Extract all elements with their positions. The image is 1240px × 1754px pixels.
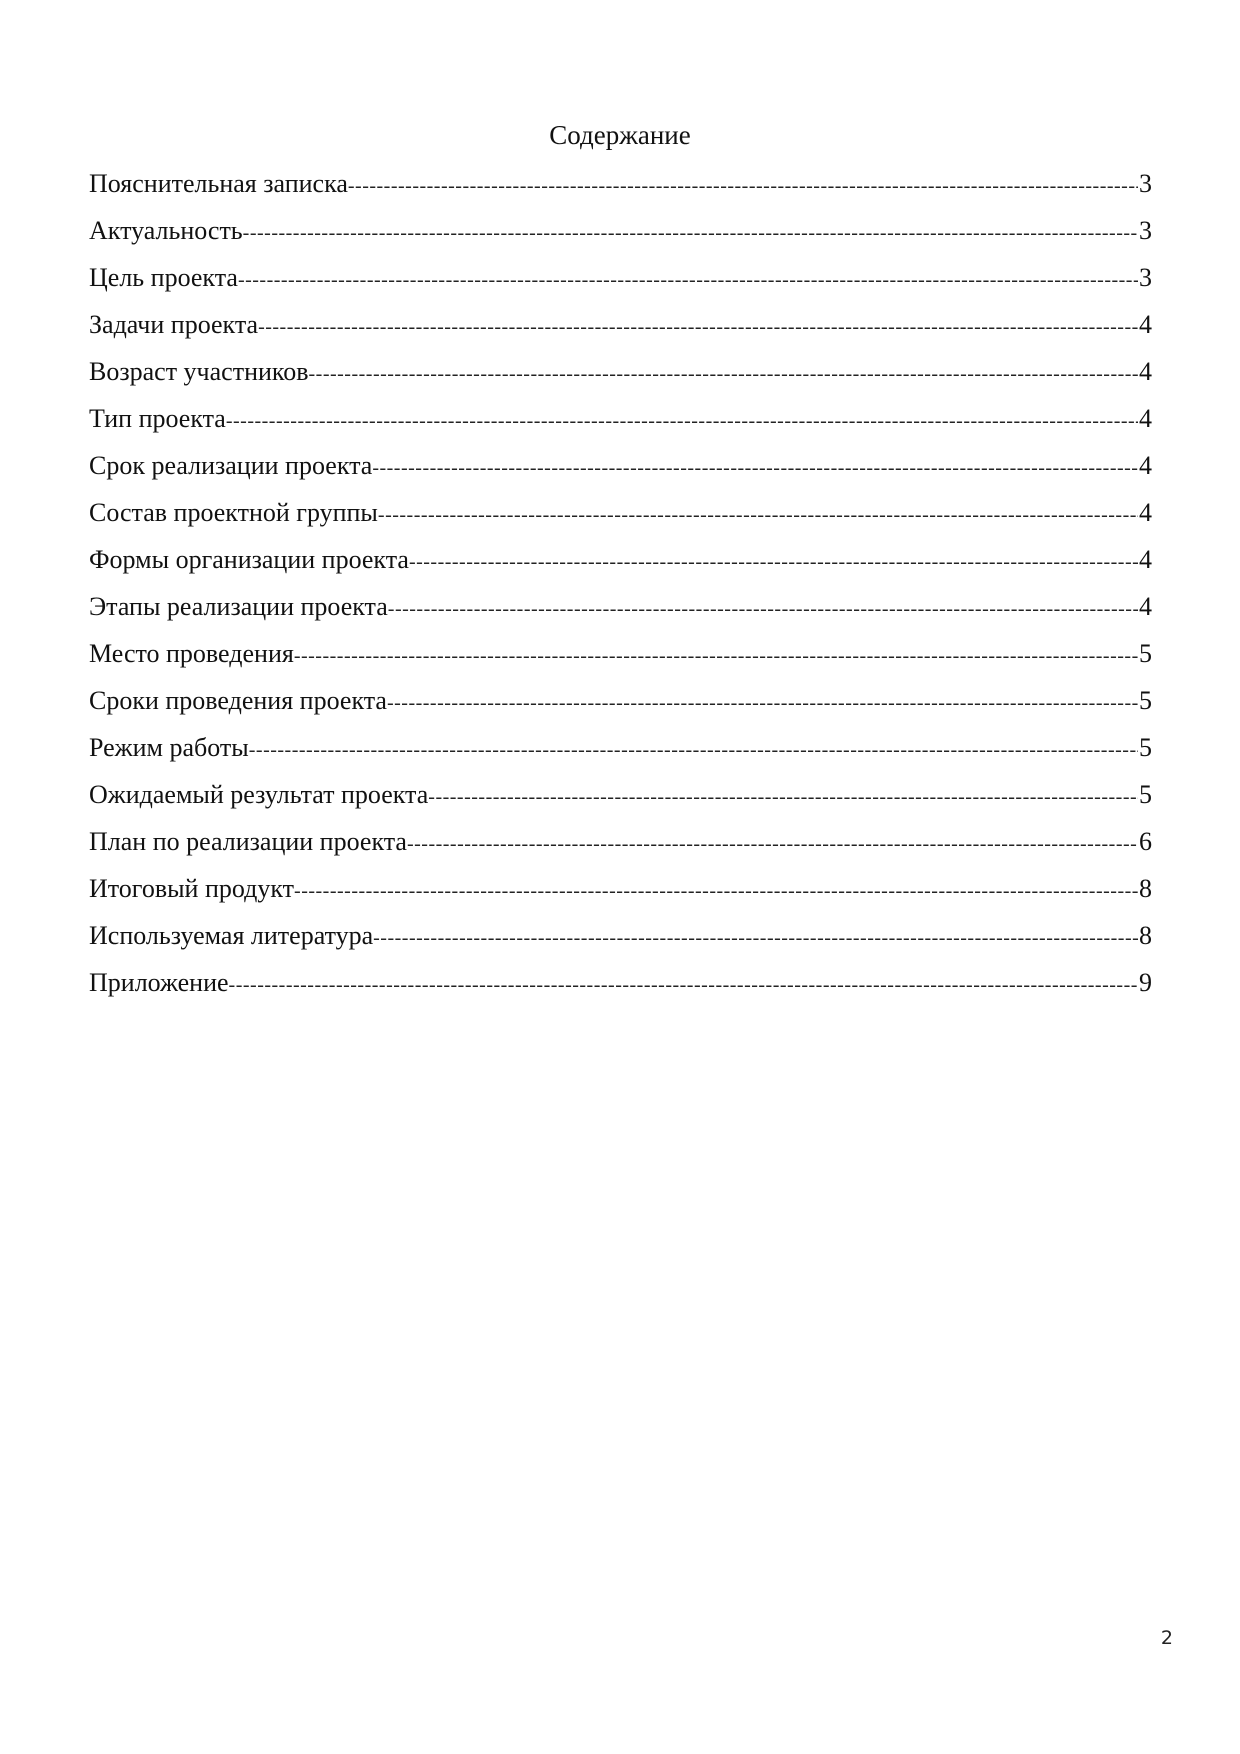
toc-entry-page: 8 [1139,874,1152,903]
toc-entry-page: 4 [1139,592,1152,621]
toc-entry-page: 3 [1139,169,1152,198]
toc-leader-dashes [243,216,1138,250]
toc-entry-label: Сроки проведения проекта [89,686,387,715]
toc-entry-page: 4 [1139,310,1152,339]
toc-entry[interactable] [89,731,1152,778]
toc-leader-dashes [373,921,1138,955]
toc-entry-label: Формы организации проекта [89,545,409,574]
toc-leader-dashes [348,169,1138,203]
toc-entry-page: 9 [1139,968,1152,997]
toc-entry[interactable] [89,825,1152,872]
toc-entry-page: 8 [1139,921,1152,950]
toc-entry-label: Ожидаемый результат проекта [89,780,429,809]
toc-entry[interactable] [89,496,1152,543]
toc-leader-dashes [388,592,1138,626]
toc-leader-dashes [372,451,1138,485]
toc-entry-label: Срок реализации проекта [89,451,373,480]
toc-entry[interactable] [89,872,1152,919]
toc-leader-dashes [409,545,1138,579]
toc-leader-dashes [249,733,1138,767]
toc-leader-dashes [407,827,1138,861]
toc-entry-label: Состав проектной группы [89,498,378,527]
toc-leader-dashes [387,686,1138,720]
toc-entry[interactable] [89,355,1152,402]
toc-entry-page: 4 [1139,404,1152,433]
toc-leader-dashes [428,780,1138,814]
toc-entry-page: 5 [1139,780,1152,809]
toc-entry[interactable] [89,308,1152,355]
toc-leader-dashes [238,263,1138,297]
toc-entry[interactable] [89,684,1152,731]
toc-leader-dashes [294,874,1138,908]
toc-entry-label: Используемая литература [89,921,374,950]
toc-entry-page: 4 [1139,357,1152,386]
page-number: 2 [1160,1627,1173,1649]
toc-entry-page: 6 [1139,827,1152,856]
toc-entry-label: Режим работы [89,733,249,762]
toc-entry[interactable] [89,966,1152,1013]
toc-entry[interactable] [89,214,1152,261]
toc-entry-page: 3 [1139,263,1152,292]
toc-title: Содержание [549,120,691,150]
toc-leader-dashes [378,498,1138,532]
toc-entry[interactable] [89,167,1152,214]
toc-entry-label: План по реализации проекта [89,827,407,856]
toc-entry[interactable] [89,637,1152,684]
toc-entry[interactable] [89,590,1152,637]
toc-entry-label: Итоговый продукт [89,874,295,903]
toc-entry[interactable] [89,449,1152,496]
toc-entry-page: 4 [1139,545,1152,574]
toc-entry-page: 5 [1139,733,1152,762]
toc-entry[interactable] [89,778,1152,825]
toc-entry-label: Место проведения [89,639,294,668]
toc-entry-page: 5 [1139,686,1152,715]
toc-leader-dashes [258,310,1138,344]
toc-entry-page: 4 [1139,498,1152,527]
toc-entry-label: Актуальность [89,216,243,245]
toc-entry[interactable] [89,261,1152,308]
toc-entry-label: Задачи проекта [89,310,259,339]
toc-entry-label: Цель проекта [89,263,238,292]
toc-entry-label: Этапы реализации проекта [89,592,388,621]
toc-entry[interactable] [89,543,1152,590]
toc-entry[interactable] [89,919,1152,966]
toc-leader-dashes [294,639,1138,673]
toc-entry-label: Приложение [89,968,229,997]
toc-entry-page: 5 [1139,639,1152,668]
toc-entry-label: Пояснительная записка [89,169,348,198]
toc-entry-page: 4 [1139,451,1152,480]
toc-entry-label: Возраст участников [89,357,309,386]
toc-leader-dashes [309,357,1139,391]
toc-leader-dashes [229,968,1138,1002]
toc-leader-dashes [226,404,1138,438]
toc-entry[interactable] [89,402,1152,449]
toc-entry-page: 3 [1139,216,1152,245]
table-of-contents [89,167,1152,1013]
toc-entry-label: Тип проекта [89,404,226,433]
